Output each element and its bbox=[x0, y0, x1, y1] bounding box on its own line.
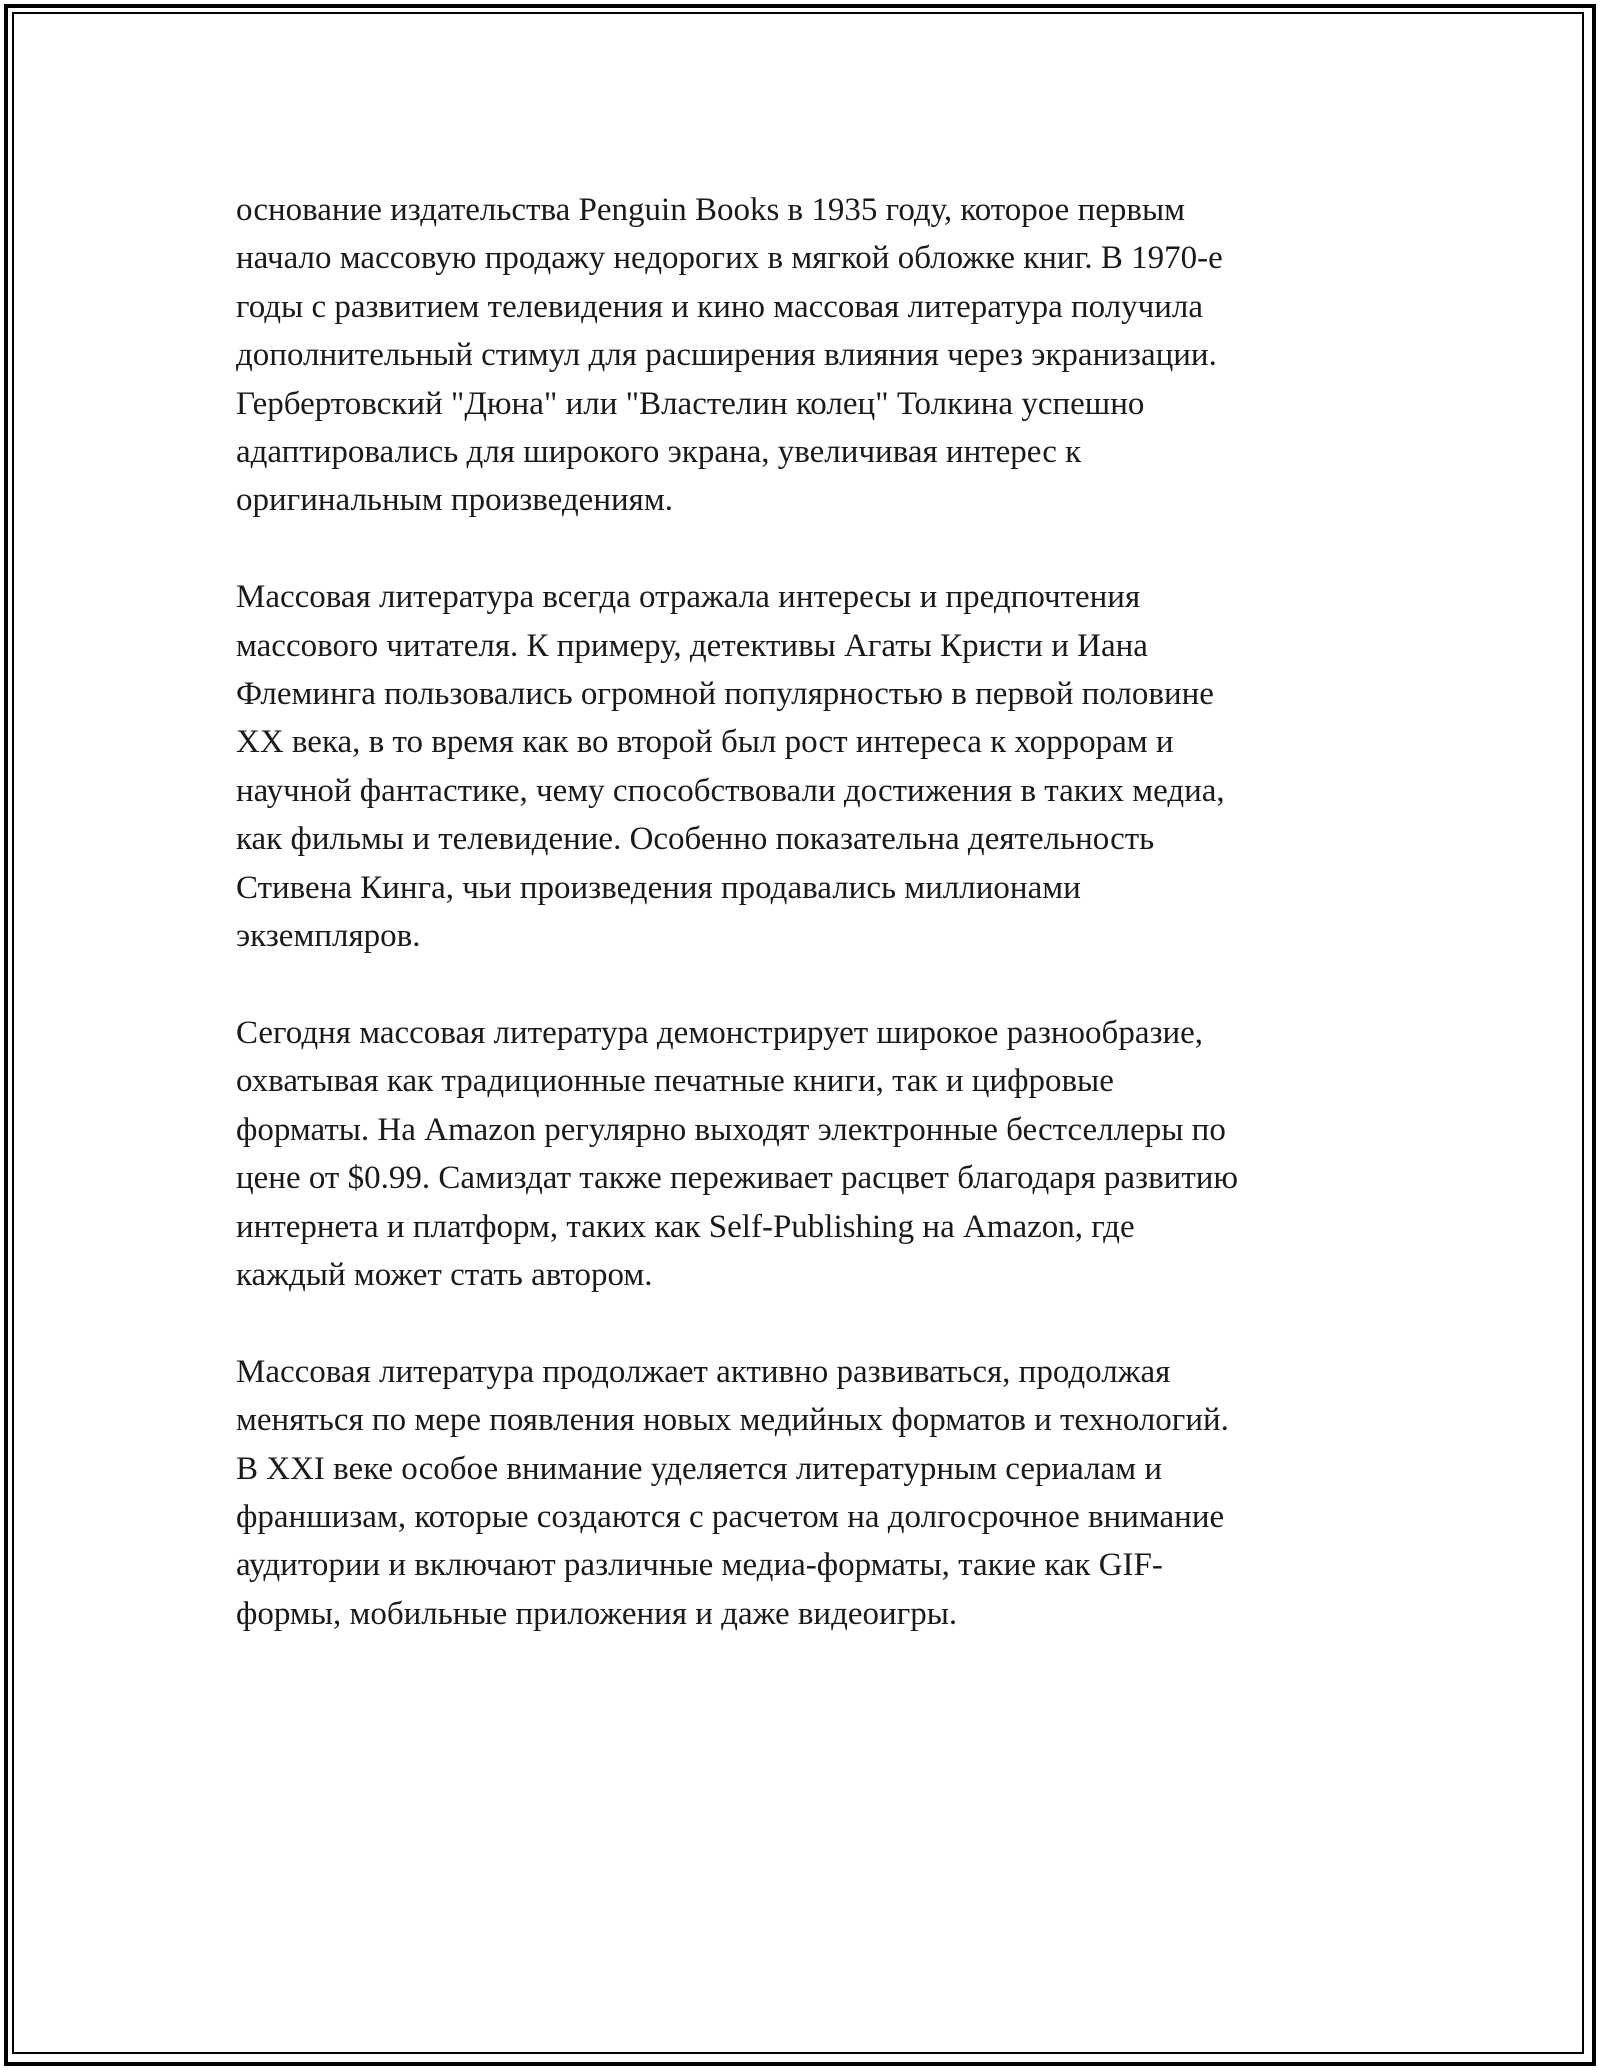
text-line: массового читателя. К примеру, детективы Агаты Кристи и Иана bbox=[236, 627, 1148, 664]
paragraph-3 bbox=[236, 1009, 1366, 1299]
text-line: форматы. На Amazon регулярно выходят электронные бестселлеры по bbox=[236, 1111, 1226, 1148]
text-line: Стивена Кинга, чьи произведения продавались миллионами bbox=[236, 869, 1081, 906]
text-line: как фильмы и телевидение. Особенно показательна деятельность bbox=[236, 821, 1155, 858]
paragraph-1 bbox=[236, 186, 1366, 525]
text-line: охватывая как традиционные печатные книги, так и цифровые bbox=[236, 1063, 1114, 1100]
text-line: научной фантастике, чему способствовали достижения в таких медиа, bbox=[236, 772, 1225, 809]
text-line: Массовая литература продолжает активно развиваться, продолжая bbox=[236, 1353, 1171, 1390]
text-line: XX века, в то время как во второй был рост интереса к хоррорам и bbox=[236, 724, 1174, 761]
text-line: адаптировались для широкого экрана, увеличивая интерес к bbox=[236, 434, 1082, 471]
text-line: аудитории и включают различные медиа-форматы, такие как GIF- bbox=[236, 1547, 1163, 1584]
text-line: Флеминга пользовались огромной популярностью в первой половине bbox=[236, 676, 1214, 713]
text-line: франшизам, которые создаются с расчетом на долгосрочное внимание bbox=[236, 1498, 1225, 1535]
text-line: Гербертовский "Дюна" или "Властелин колец" Толкина успешно bbox=[236, 385, 1145, 422]
paragraph-4 bbox=[236, 1348, 1366, 1638]
text-line: годы с развитием телевидения и кино массовая литература получила bbox=[236, 288, 1204, 325]
text-line: оригинальным произведениям. bbox=[236, 482, 673, 519]
paragraph-2 bbox=[236, 573, 1366, 960]
document-body bbox=[236, 186, 1366, 1687]
text-line: дополнительный стимул для расширения влияния через экранизации. bbox=[236, 337, 1217, 374]
text-line: экземпляров. bbox=[236, 918, 421, 955]
text-line: формы, мобильные приложения и даже видеоигры. bbox=[236, 1595, 958, 1632]
text-line: В XXI веке особое внимание уделяется литературным сериалам и bbox=[236, 1450, 1162, 1487]
text-line: цене от $0.99. Самиздат также переживает расцвет благодаря развитию bbox=[236, 1160, 1239, 1197]
text-line: Сегодня массовая литература демонстрирует широкое разнообразие, bbox=[236, 1014, 1204, 1051]
text-line: каждый может стать автором. bbox=[236, 1256, 653, 1293]
text-line: меняться по мере появления новых медийных форматов и технологий. bbox=[236, 1402, 1229, 1439]
text-line: начало массовую продажу недорогих в мягкой обложке книг. В 1970-е bbox=[236, 240, 1223, 277]
text-line: основание издательства Penguin Books в 1935 году, которое первым bbox=[236, 192, 1186, 228]
text-line: интернета и платформ, таких как Self-Publishing на Amazon, где bbox=[236, 1208, 1135, 1245]
text-line: Массовая литература всегда отражала интересы и предпочтения bbox=[236, 579, 1141, 616]
